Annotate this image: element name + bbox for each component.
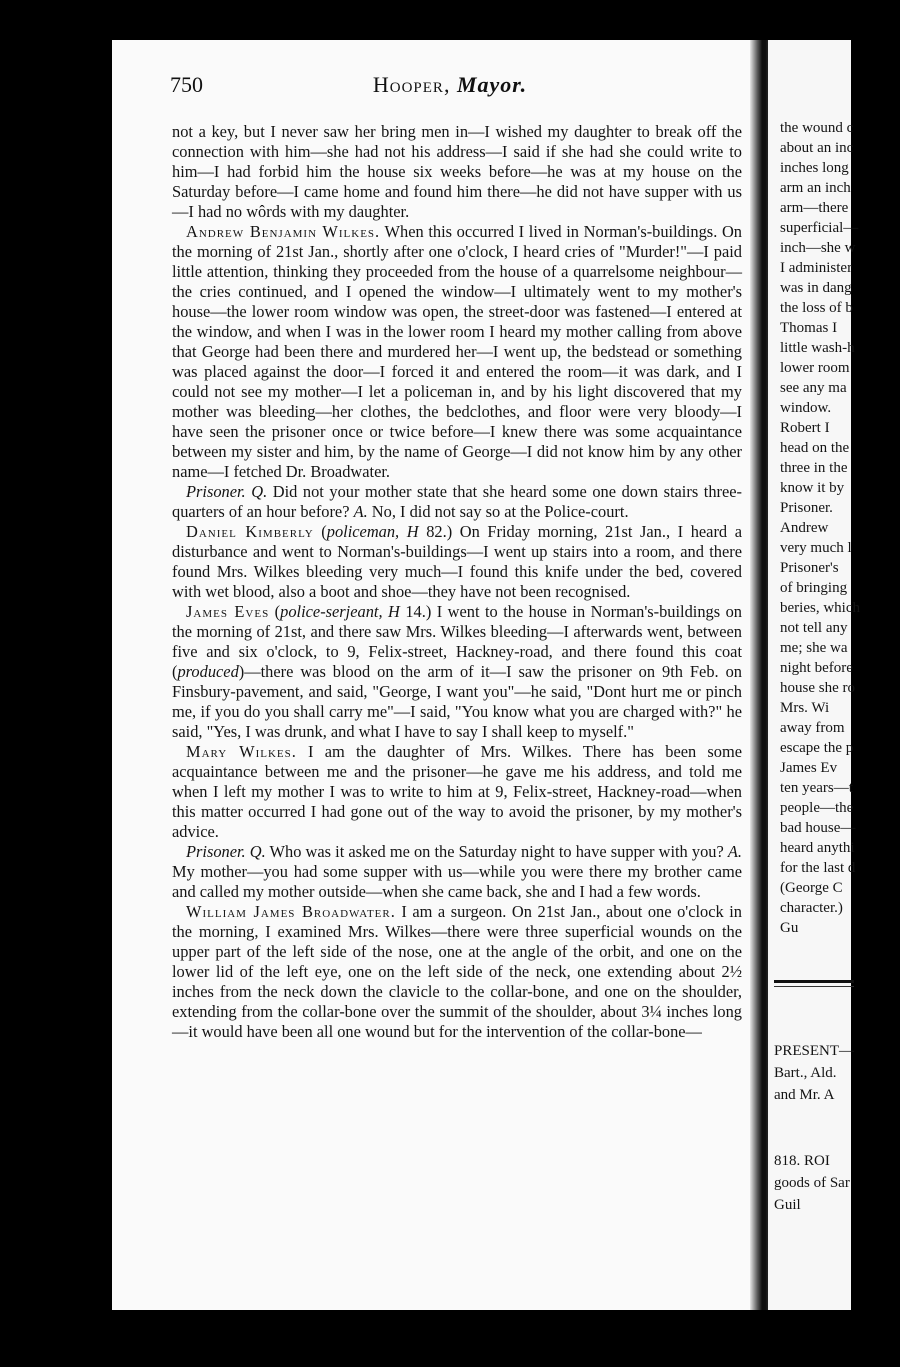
- text-segment: Q.: [251, 482, 268, 501]
- right-column-line: arm—there: [780, 200, 849, 216]
- paragraph: [172, 602, 742, 742]
- text-segment: Prisoner.: [186, 482, 246, 501]
- paragraph: [172, 742, 742, 842]
- right-column-line: Prisoner's: [780, 560, 839, 576]
- right-column-line: lower room: [780, 360, 850, 376]
- right-column-line: away from: [780, 720, 845, 736]
- paragraph: [172, 482, 742, 522]
- right-column-line: superficial—: [780, 220, 859, 236]
- text-segment: Did not your mother state that she heard some one down stairs three-quarters of an hour before?: [172, 482, 742, 521]
- text-segment: When this occurred I lived in Norman's-buildings. On the morning of 21st Jan., shortly after one o'clock, I heard cries of "Murder!"—I paid little attention, thinking they proceeded from the house of a quarrelsome neighbour—the cries continued, and I opened the window—I ultimately went to my mother's house—the lower room window was open, the street-door was fastened—I entered at the window, and when I was in the lower room I heard my mother calling from above that George had been there and murdered her—I went up, the bedstead or something was placed against the door—I forced it and entered the room—it was dark, and I could not see my mother—I let a policeman in, and by his light discovered that my mother was bleeding—her clothes, the bedclothes, and floor were very bloody—I have seen the prisoner once or twice before—I knew there was some acquaintance between my sister and him, by the name of George—I did not know him by any other name—I fetched Dr. Broadwater.: [172, 222, 742, 481]
- page-title: [170, 72, 730, 98]
- right-column-line: bad house—: [780, 820, 856, 836]
- right-column-line: of bringing: [780, 580, 848, 596]
- right-lower-line: and Mr. A: [774, 1087, 835, 1103]
- text-segment: I am a surgeon. On 21st Jan., about one o'clock in the morning, I examined Mrs. Wilkes—there were three superficial wounds on the upper part of the left side of the nose, one at the angle of the orbit, and one on the lower lid of the left eye, one on the left side of the neck, one extending about 2½ inches from the neck down the clavicle to the collar-bone, and one on the shoulder, extending from the collar-bone over the summit of the shoulder, about 3¼ inches long—it would have been all one wound but for the intervention of the collar-bone—: [172, 902, 742, 1041]
- right-column-line: little wash-h: [780, 340, 855, 356]
- right-column-line: inches long: [780, 160, 849, 176]
- right-lower-line: Bart., Ald.: [774, 1065, 837, 1081]
- speaker-name: Daniel Kimberly: [186, 522, 314, 541]
- right-column-line: was in dang: [780, 280, 852, 296]
- text-segment: police-serjeant, H: [280, 602, 400, 621]
- title-name: Hooper,: [372, 72, 451, 97]
- paragraph: [172, 842, 742, 902]
- right-column-line: night before: [780, 660, 853, 676]
- right-column-line: escape the p: [780, 740, 854, 756]
- speaker-name: William James Broadwater.: [186, 902, 396, 921]
- text-segment: I am the daughter of Mrs. Wilkes. There has been some acquaintance between me and the prisoner—he gave me his address, and told me when I left my mother I was to write to him at 9, Felix-street, Hackney-road—when this matter occurred I had gone out of the way to avoid the prisoner, by my mother's advice.: [172, 742, 742, 841]
- right-lower-line: Guil: [774, 1197, 801, 1213]
- body-text: [172, 122, 742, 1042]
- text-segment: 82.) On Friday morning, 21st Jan., I heard a disturbance and went to Norman's-buildings—I went up stairs into a room, and there found Mrs. Wilkes bleeding very much—I found this knife under the bed, covered with wet blood, also a boot and shoe—they have not been recognised.: [172, 522, 743, 601]
- right-column-line: for the last d: [780, 860, 856, 876]
- right-column-line: people—the: [780, 800, 854, 816]
- text-segment: Who was it asked me on the Saturday night to have supper with you?: [265, 842, 728, 861]
- right-lower-text: [774, 1040, 894, 1216]
- right-column-line: see any ma: [780, 380, 847, 396]
- speaker-name: Mary Wilkes.: [186, 742, 297, 761]
- section-rule: [774, 980, 854, 983]
- right-lower-line: [774, 1106, 894, 1128]
- section-rule-thin: [774, 986, 854, 987]
- text-segment: policeman, H: [326, 522, 419, 541]
- right-column-line: me; she wa: [780, 640, 848, 656]
- right-column-line: inch—she w: [780, 240, 856, 256]
- right-lower-line: goods of Sar: [774, 1175, 850, 1191]
- right-column-line: head on the: [780, 440, 850, 456]
- right-page-fragment: [768, 40, 860, 1310]
- right-column-line: ten years—t: [780, 780, 853, 796]
- right-column-line: Gu: [780, 920, 799, 936]
- right-column-line: Thomas I: [780, 320, 838, 336]
- right-column-line: (George C: [780, 880, 843, 896]
- speaker-name: James Eves: [186, 602, 270, 621]
- text-segment: not a key, but I never saw her bring men in—I wished my daughter to break off the connection with him—she had not his address—I said if she had she could write to him—I had forbid him the house six weeks before—he was at my house on the Saturday before—I came home and found him there—he did not have supper with us—I had no wôrds with my daughter.: [172, 122, 742, 221]
- right-column-line: window.: [780, 400, 832, 416]
- text-segment: produced: [177, 662, 239, 681]
- right-lower-line: 818. ROI: [774, 1153, 830, 1169]
- right-column-line: three in the: [780, 460, 848, 476]
- right-column-line: the wound c: [780, 120, 854, 136]
- paragraph: [172, 122, 742, 222]
- text-segment: (: [269, 602, 281, 621]
- right-column-line: Mrs. Wi: [780, 700, 830, 716]
- text-segment: A.: [727, 842, 742, 861]
- speaker-name: Andrew Benjamin Wilkes.: [186, 222, 381, 241]
- right-column-line: about an inc: [780, 140, 854, 156]
- right-column-line: heard anythi: [780, 840, 855, 856]
- right-column-line: not tell any: [780, 620, 848, 636]
- text-segment: Q.: [249, 842, 266, 861]
- right-column-line: James Ev: [780, 760, 838, 776]
- right-column-line: the loss of b: [780, 300, 853, 316]
- paragraph: [172, 522, 742, 602]
- page-number: 750: [170, 72, 203, 97]
- text-segment: 14.) I went to the house in Norman's-buildings on the morning of 21st, and there saw Mrs. Wilkes bleeding—I afterwards went, between five and six o'clock, to 9, Felix-street, Hackney-road, and there found this coat (: [172, 602, 742, 681]
- right-column-line: Andrew: [780, 520, 829, 536]
- right-column-line: house she ro: [780, 680, 855, 696]
- paragraph: [172, 222, 742, 482]
- right-column-line: Robert I: [780, 420, 830, 436]
- scan-top-border: [0, 0, 851, 40]
- paragraph: [172, 902, 742, 1042]
- right-column-line: character.): [780, 900, 843, 916]
- right-lower-line: PRESENT—: [774, 1043, 855, 1059]
- right-lower-line: [774, 1128, 894, 1150]
- left-page: [112, 40, 756, 1310]
- text-segment: My mother—you had some supper with us—while you were there my brother came and called my mother outside—when she came back, she and I had a few words.: [172, 862, 742, 901]
- text-segment: (: [313, 522, 327, 541]
- right-column-line: know it by: [780, 480, 845, 496]
- running-head: [170, 72, 730, 102]
- right-column-line: beries, which: [780, 600, 860, 616]
- right-column-line: very much l: [780, 540, 852, 556]
- text-segment: Prisoner.: [186, 842, 246, 861]
- title-role: Mayor.: [456, 72, 528, 97]
- scan-bottom-border: [0, 1310, 851, 1367]
- text-segment: A.: [353, 502, 368, 521]
- right-column-line: Prisoner.: [780, 500, 833, 516]
- scan-left-border: [0, 0, 112, 1367]
- text-segment: No, I did not say so at the Police-court.: [367, 502, 629, 521]
- text-segment: )—there was blood on the arm of it—I saw the prisoner on 9th Feb. on Finsbury-pavement, and said, "George, I want you"—he said, "Dont hurt me or pinch me, if you do you shall carry me"—I said, "You know what you are charged with?" he said, "Yes, I was drunk, and what I have to say I shall keep to myself.": [172, 662, 742, 741]
- right-column-line: arm an inch: [780, 180, 851, 196]
- right-column-text: [780, 118, 900, 938]
- right-column-line: I administer: [780, 260, 853, 276]
